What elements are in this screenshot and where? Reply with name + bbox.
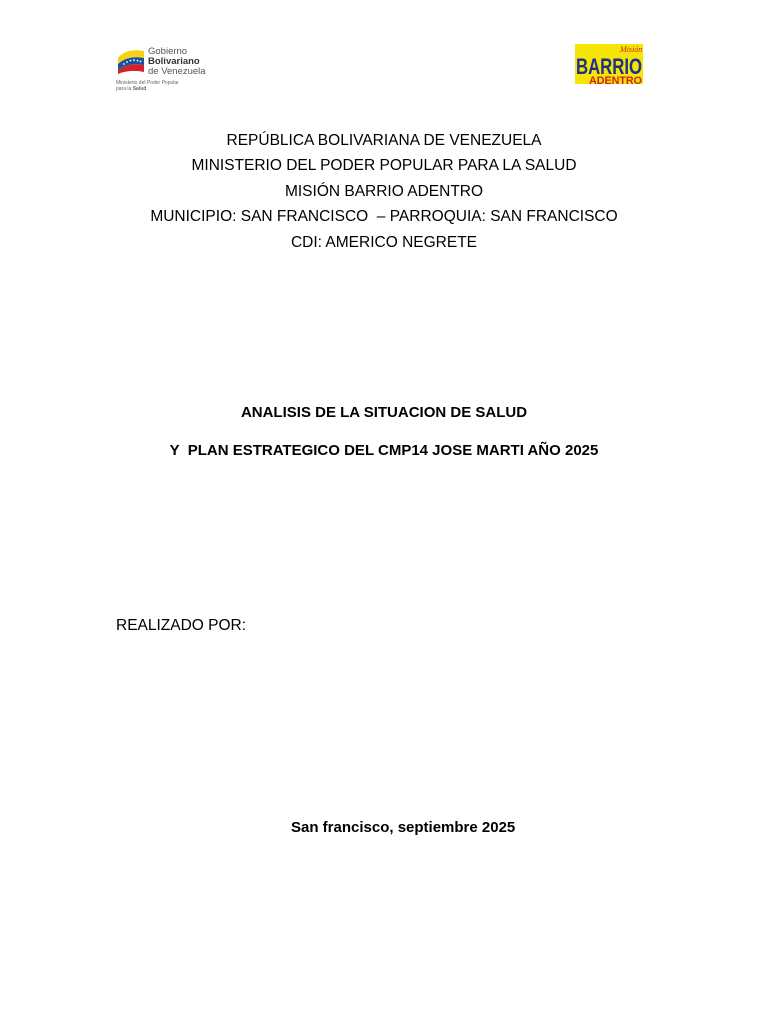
ministry-line-1: Ministerio del Poder Popular xyxy=(116,80,179,86)
gobierno-bolivariano-logo xyxy=(116,44,216,94)
author-label: REALIZADO POR: xyxy=(116,617,247,634)
gov-line-1: Gobierno xyxy=(148,46,188,57)
institution-header xyxy=(0,128,768,255)
header-mision: MISIÓN BARRIO ADENTRO xyxy=(284,182,484,200)
gov-logo-text xyxy=(148,47,206,77)
venezuela-flag-icon xyxy=(116,48,146,74)
header-municipio: MUNICIPIO: SAN FRANCISCO – PARROQUIA: SAN FRANCISCO xyxy=(150,208,618,226)
header-ministerio: MINISTERIO DEL PODER POPULAR PARA LA SALUD xyxy=(191,157,577,175)
gov-line-2: Bolivariano xyxy=(148,56,200,67)
ministry-salud: Salud xyxy=(132,86,147,92)
header-republica: REPÚBLICA BOLIVARIANA DE VENEZUELA xyxy=(226,132,542,149)
ministry-prefix: para la xyxy=(116,86,132,92)
document-title-line-1: ANALISIS DE LA SITUACION DE SALUD xyxy=(240,404,528,421)
svg-text:ADENTRO: ADENTRO xyxy=(589,75,643,84)
document-title-line-2: Y PLAN ESTRATEGICO DEL CMP14 JOSE MARTI AÑO 2025 xyxy=(169,442,599,459)
svg-text:Misión: Misión xyxy=(620,45,643,54)
header-cdi: CDI: AMERICO NEGRETE xyxy=(290,233,478,251)
svg-text:BARRIO: BARRIO xyxy=(576,54,642,79)
mision-barrio-adentro-logo xyxy=(575,44,643,84)
ministry-logo-text xyxy=(116,80,179,92)
ministry-line-2 xyxy=(116,86,179,92)
place-date: San francisco, septiembre 2025 xyxy=(291,819,516,836)
gov-line-3: de Venezuela xyxy=(148,66,206,77)
